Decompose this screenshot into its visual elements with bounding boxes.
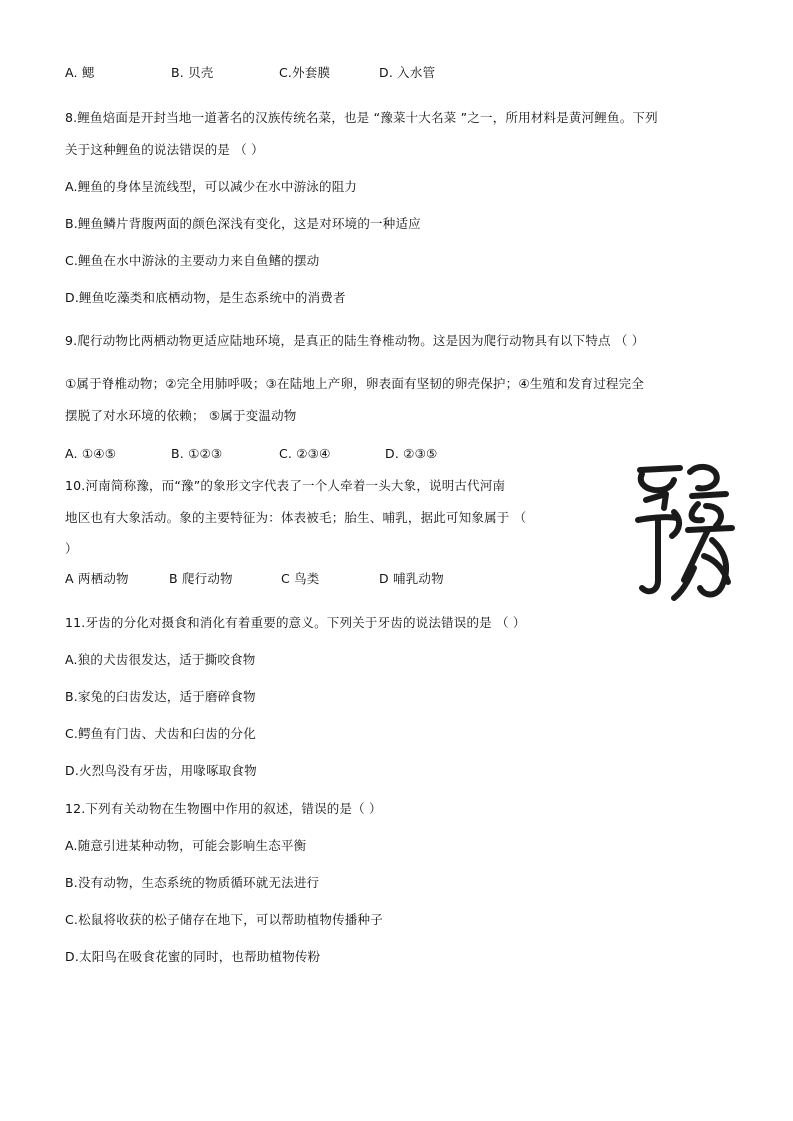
q10-stem-line-2: 地区也有大象活动。象的主要特征为：体表被毛；胎生、哺乳，据此可知象属于 （ — [65, 510, 527, 525]
q10-option-b: B 爬行动物 — [169, 571, 233, 586]
q7-options — [65, 65, 745, 81]
q10-stem-line-3: ） — [65, 541, 78, 556]
q12-option-d: D.太阳鸟在吸食花蜜的同时，也帮助植物传粉 — [65, 949, 321, 964]
q9-items-line-2: 摆脱了对水环境的依赖； ⑤属于变温动物 — [65, 408, 297, 423]
q11-option-a: A.狼的犬齿很发达，适于撕咬食物 — [65, 652, 256, 667]
q11-option-c: C.鳄鱼有门齿、犬齿和臼齿的分化 — [65, 726, 256, 741]
q9-option-a: A. ①④⑤ — [65, 446, 117, 461]
q11-option-d: D.火烈鸟没有牙齿，用喙啄取食物 — [65, 763, 257, 778]
q8-stem-line-1: 8.鲤鱼焙面是开封当地一道著名的汉族传统名菜，也是 “豫菜十大名菜 ”之一，所用材料是黄河鲤鱼。下列 — [65, 110, 658, 125]
q12-option-c: C.松鼠将收获的松子储存在地下，可以帮助植物传播种子 — [65, 912, 383, 927]
q9-option-b: B. ①②③ — [171, 446, 223, 461]
yu-seal-script-character-icon — [628, 460, 738, 610]
q12-option-a: A.随意引进某种动物，可能会影响生态平衡 — [65, 838, 307, 853]
q7-option-a: A. 鳃 — [65, 65, 95, 80]
q9-stem: 9.爬行动物比两栖动物更适应陆地环境，是真正的陆生脊椎动物。这是因为爬行动物具有以下特点 （ ） — [65, 333, 645, 348]
q10-options — [65, 571, 565, 587]
q8-stem-line-2: 关于这种鲤鱼的说法错误的是 （ ） — [65, 142, 264, 157]
q9-option-c: C. ②③④ — [279, 446, 331, 461]
q11-stem: 11.牙齿的分化对摄食和消化有着重要的意义。下列关于牙齿的说法错误的是 （ ） — [65, 615, 526, 630]
q12-option-b: B.没有动物，生态系统的物质循环就无法进行 — [65, 875, 320, 890]
q9-option-d: D. ②③⑤ — [385, 446, 438, 461]
q8-option-c: C.鲤鱼在水中游泳的主要动力来自鱼鳍的摆动 — [65, 253, 320, 268]
q8-option-d: D.鲤鱼吃藻类和底栖动物，是生态系统中的消费者 — [65, 290, 346, 305]
q12-stem: 12.下列有关动物在生物圈中作用的叙述，错误的是（ ） — [65, 801, 382, 816]
q10-option-c: C 鸟类 — [281, 571, 320, 586]
q7-option-c: C.外套膜 — [279, 65, 331, 80]
q10-option-a: A 两栖动物 — [65, 571, 129, 586]
q8-option-a: A.鲤鱼的身体呈流线型，可以减少在水中游泳的阻力 — [65, 179, 358, 194]
q9-items-line-1: ①属于脊椎动物；②完全用肺呼吸；③在陆地上产卵，卵表面有坚韧的卵壳保护；④生殖和发育过程完全 — [65, 376, 645, 391]
q7-option-b: B. 贝壳 — [171, 65, 214, 80]
q11-option-b: B.家兔的臼齿发达，适于磨碎食物 — [65, 689, 256, 704]
q8-option-b: B.鲤鱼鳞片背腹两面的颜色深浅有变化，这是对环境的一种适应 — [65, 216, 421, 231]
q10-option-d: D 哺乳动物 — [379, 571, 444, 586]
q10-stem-line-1: 10.河南简称豫，而“豫”的象形文字代表了一个人牵着一头大象，说明古代河南 — [65, 478, 506, 493]
q7-option-d: D. 入水管 — [379, 65, 436, 80]
